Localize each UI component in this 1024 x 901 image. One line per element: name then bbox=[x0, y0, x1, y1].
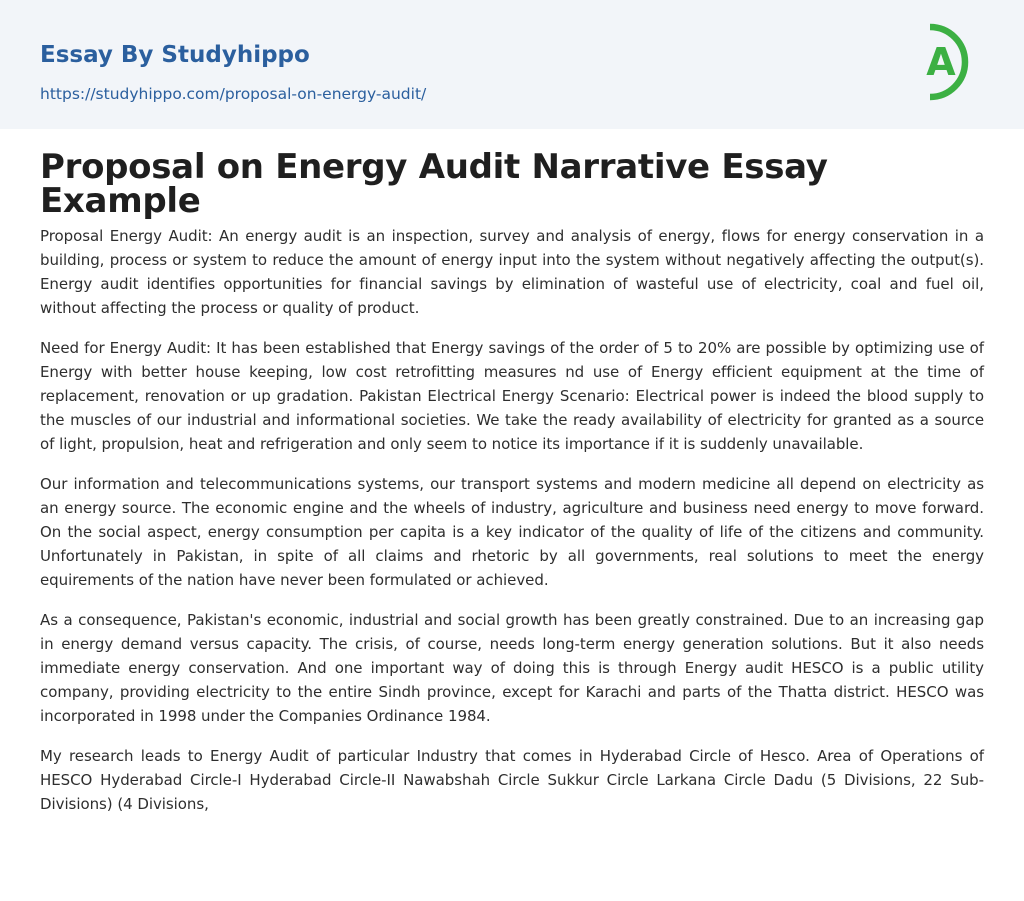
site-header bbox=[0, 0, 1024, 129]
article-paragraph: Need for Energy Audit: It has been established that Energy savings of the order of 5 to 20% are possible by optimizing use of Energy with better house keeping, low cost retrofitting measures nd use of Energy efficient equipment at the time of replacement, renovation or up gradation. Pakistan Electrical Energy Scenario: Electrical power is indeed the blood supply to the muscles of our industrial and informational societies. We take the ready availability of electricity for granted as a source of light, propulsion, heat and refrigeration and only seem to notice its importance if it is suddenly unavailable. bbox=[40, 339, 984, 453]
article-paragraph: Our information and telecommunications systems, our transport systems and modern medicine all depend on electricity as an energy source. The economic engine and the wheels of industry, agriculture and business need energy to move forward. On the social aspect, energy consumption per capita is a key indicator of the quality of life of the citizens and community. Unfortunately in Pakistan, in spite of all claims and rhetoric by all governments, real solutions to meet the energy equirements of the nation have never been formulated or achieved. bbox=[40, 475, 984, 589]
logo-letter: A bbox=[926, 40, 956, 84]
page-title: Proposal on Energy Audit Narrative Essay Example bbox=[40, 147, 828, 221]
article bbox=[40, 147, 984, 832]
article-paragraph: My research leads to Energy Audit of particular Industry that comes in Hyderabad Circle of Hesco. Area of Operations of HESCO Hyderabad Circle-I Hyderabad Circle-II Nawabshah Circle Sukkur Circle Larkana Circle Dadu (5 Divisions, 22 Sub-Divisions) (4 Divisions, bbox=[40, 747, 984, 813]
site-title[interactable]: Essay By Studyhippo bbox=[40, 42, 310, 68]
article-paragraph: As a consequence, Pakistan's economic, industrial and social growth has been greatly constrained. Due to an increasing gap in energy demand versus capacity. The crisis, of course, needs long-term energy generation solutions. But it also needs immediate energy conservation. And one important way of doing this is through Energy audit HESCO is a public utility company, providing electricity to the entire Sindh province, except for Karachi and parts of the Thatta district. HESCO was incorporated in 1998 under the Companies Ordinance 1984. bbox=[40, 611, 984, 725]
article-paragraph: Proposal Energy Audit: An energy audit is an inspection, survey and analysis of energy, flows for energy conservation in a building, process or system to reduce the amount of energy input into the system without negatively affecting the output(s). Energy audit identifies opportunities for financial savings by elimination of wasteful use of electricity, coal and fuel oil, without affecting the process or quality of product. bbox=[40, 227, 984, 317]
letter-a-circle-logo-icon[interactable] bbox=[912, 19, 986, 105]
source-url-link[interactable]: https://studyhippo.com/proposal-on-energy-audit/ bbox=[40, 85, 427, 103]
